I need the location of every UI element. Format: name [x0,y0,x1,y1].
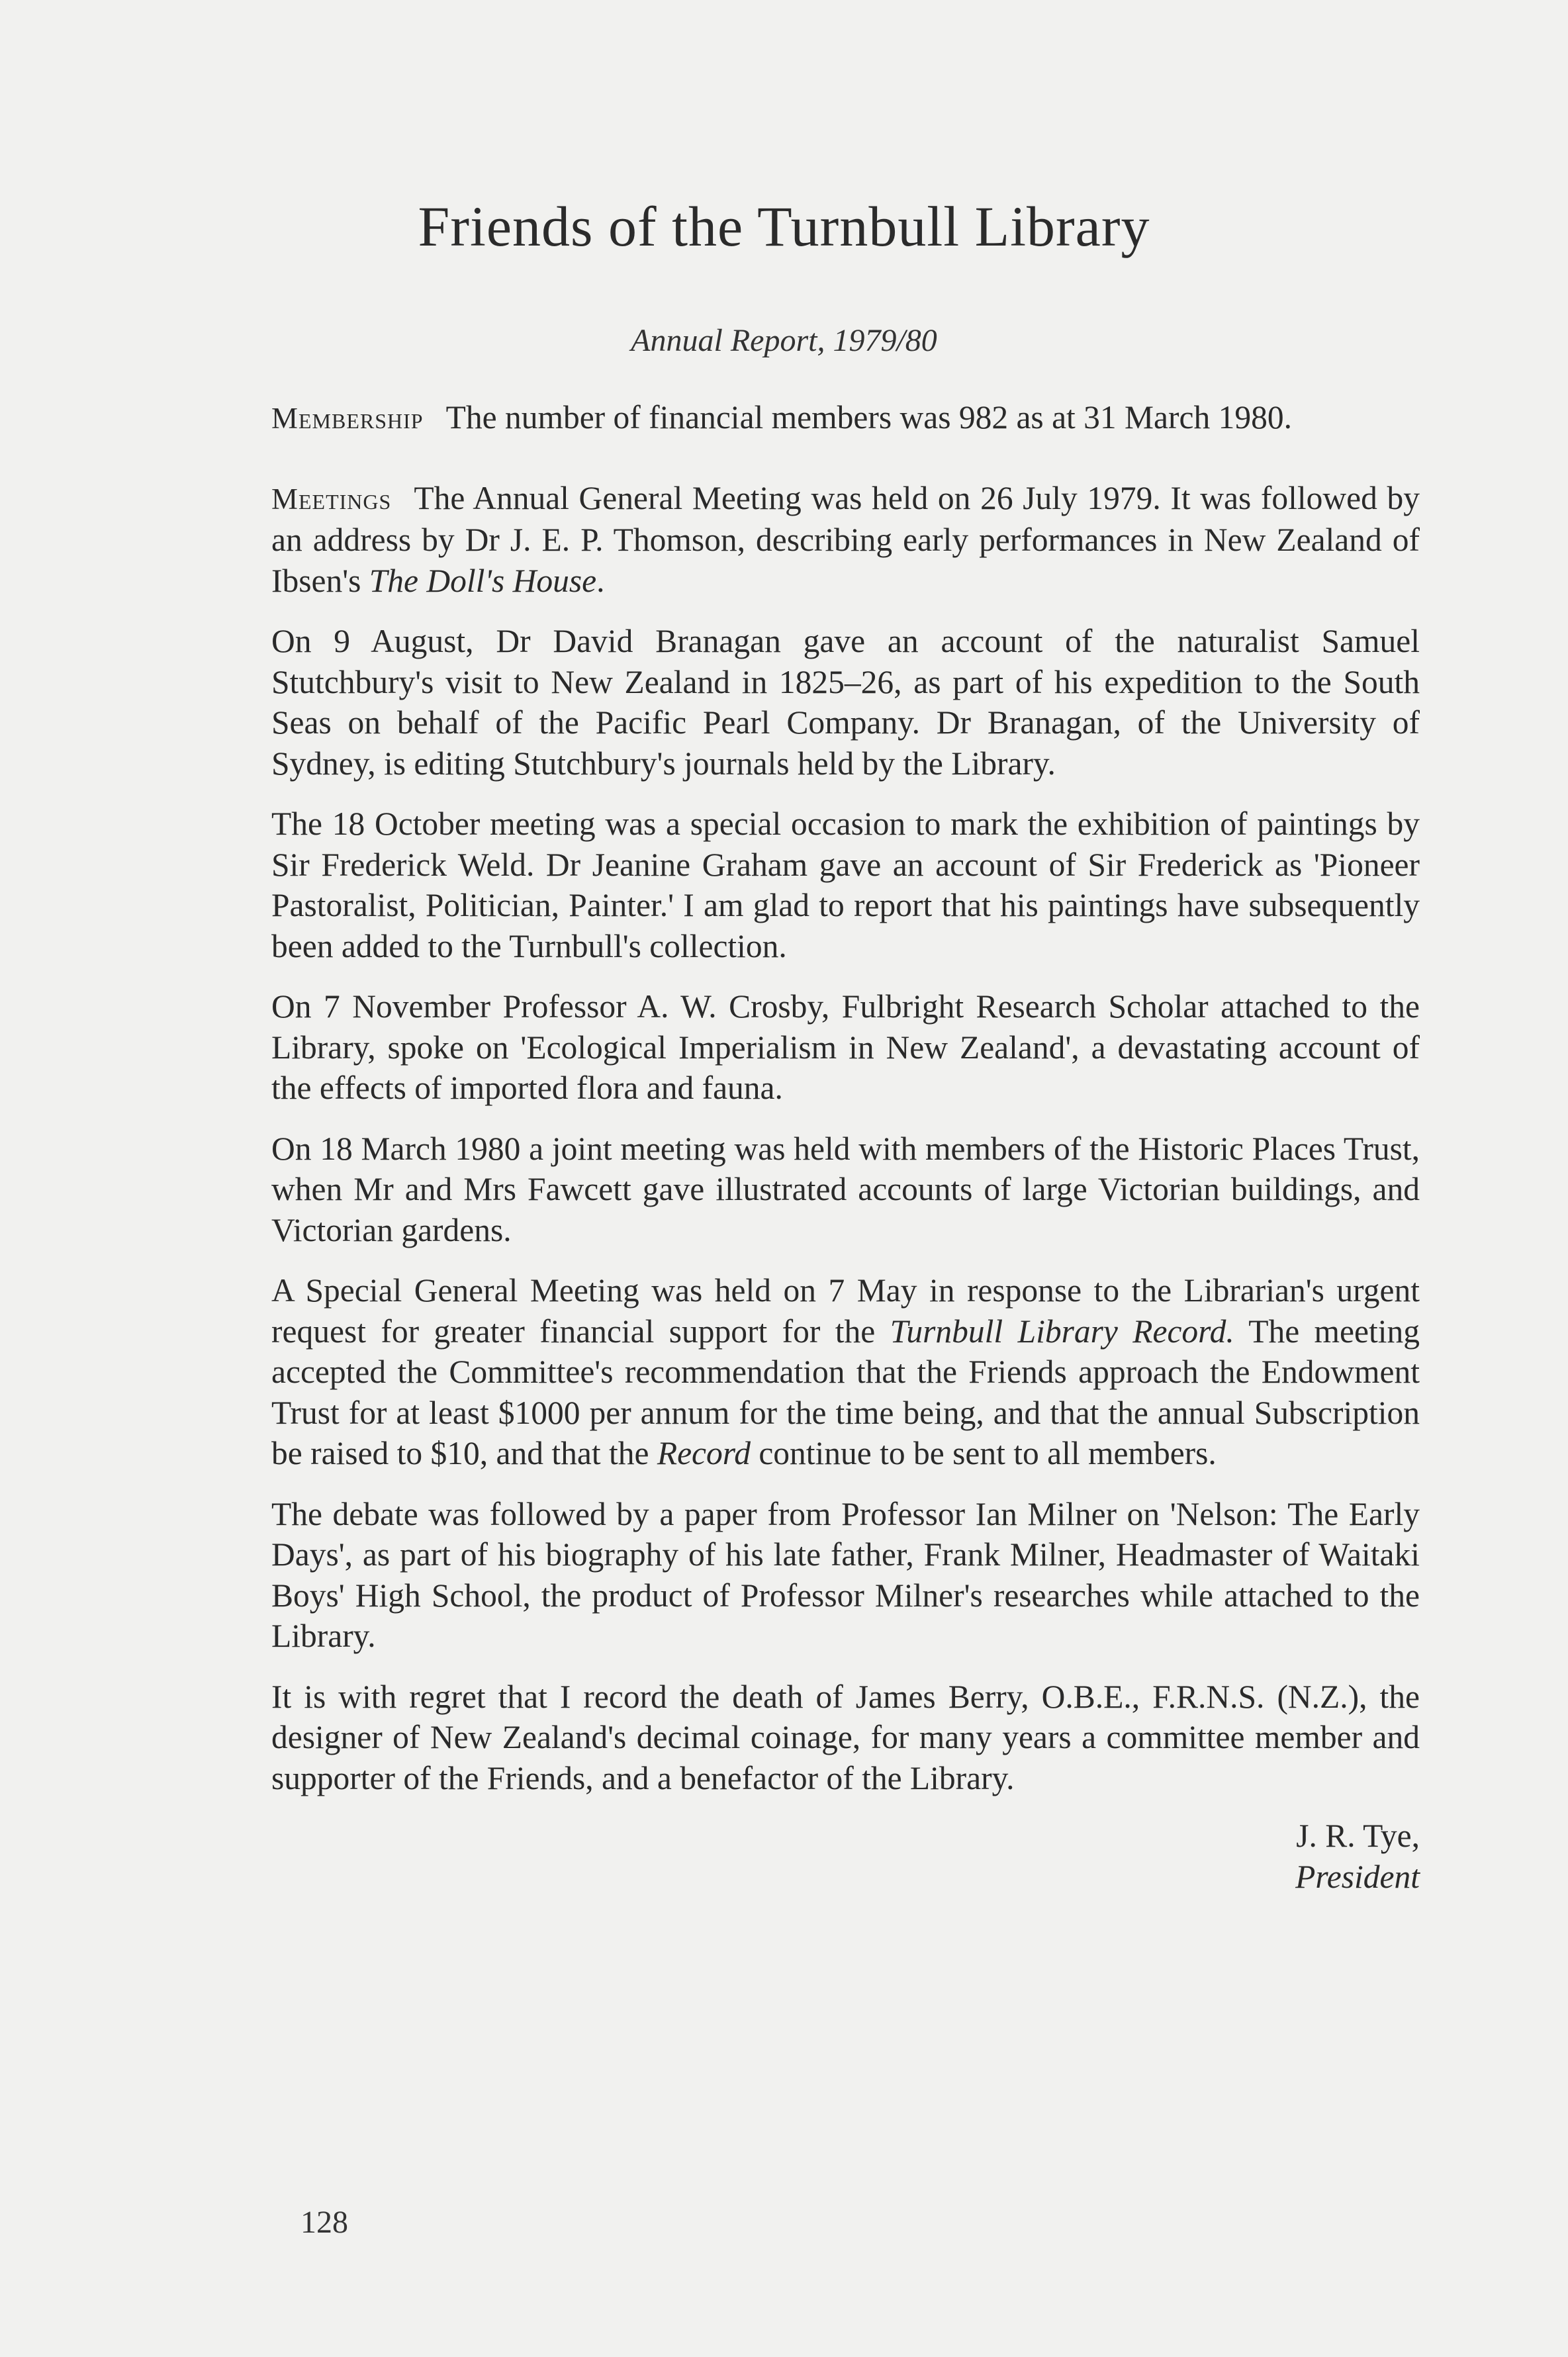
paragraph-special-meeting [271,1270,1420,1474]
paragraph-berry: It is with regret that I record the death of James Berry, O.B.E., F.R.N.S. (N.Z.), the designer of New Zealand's decimal coinage, for many years a committee member and supporter of the Friends, and a benefactor of the Library. [271,1678,1420,1796]
meetings-intro-title: The Doll's House [369,562,597,599]
paragraph-crosby: On 7 November Professor A. W. Crosby, Fulbright Research Scholar attached to the Library, spoke on 'Ecological Imperialism in New Zealand', a devastating account of the effects of imported flora and fauna. [271,988,1420,1106]
signature-name: J. R. Tye, [1296,1818,1420,1854]
signature-block [271,1816,1420,1897]
paragraph-milner: The debate was followed by a paper from Professor Ian Milner on 'Nelson: The Early Days', as part of his biography of his late father, Frank Milner, Headmaster of Waitaki Boys' High School, the product of Professor Milner's researches while attached to the Library. [271,1495,1420,1654]
page-title: Friends of the Turnbull Library [418,195,1150,258]
page-number: 128 [300,2205,348,2240]
meetings-label: Meetings [271,482,392,516]
report-body [271,397,1420,1897]
special-meeting-text-c: continue to be sent to all members. [750,1435,1217,1471]
meetings-intro-end: . [596,562,605,599]
membership-label: Membership [271,402,424,435]
paragraph-weld: The 18 October meeting was a special occasion to mark the exhibition of paintings by Sir Frederick Weld. Dr Jeanine Graham gave an account of Sir Frederick as 'Pioneer Pastoralist, Politician, Painter.' I am glad to report that his paintings have subsequently been added to the Turnbull's collection. [271,806,1420,964]
paragraph-historic-places: On 18 March 1980 a joint meeting was held with members of the Historic Places Trust, when Mr and Mrs Fawcett gave illustrated accounts of large Victorian buildings, and Victorian gardens. [271,1130,1420,1248]
meetings-intro-text: The Annual General Meeting was held on 26 July 1979. It was followed by an address by Dr J. E. P. Thomson, describing early performances in New Zealand of Ibsen's [271,479,1420,599]
special-meeting-title: Turnbull Library Record. [890,1313,1234,1350]
paragraph-branagan: On 9 August, Dr David Branagan gave an account of the naturalist Samuel Stutchbury's visit to New Zealand in 1825–26, as part of his expedition to the South Seas on behalf of the Pacific Pearl Company. Dr Branagan, of the University of Sydney, is editing Stutchbury's journals held by the Library. [271,623,1420,782]
special-meeting-text-b: The meeting accepted the Committee's recommendation that the Friends approach the Endowment Trust for at least $1000 per annum for the time being, and that the annual Subscription be raised to $10, and that the [271,1313,1420,1471]
membership-section [271,397,1420,439]
page-subtitle: Annual Report, 1979/80 [631,323,937,358]
meetings-section [271,478,1420,602]
signature-role: President [1295,1858,1420,1895]
special-meeting-text-a: A Special General Meeting was held on 7 May in response to the Librarian's urgent request for greater financial support for the [271,1272,1420,1350]
special-meeting-record: Record [657,1435,751,1471]
membership-text: The number of financial members was 982 as at 31 March 1980. [445,399,1292,436]
